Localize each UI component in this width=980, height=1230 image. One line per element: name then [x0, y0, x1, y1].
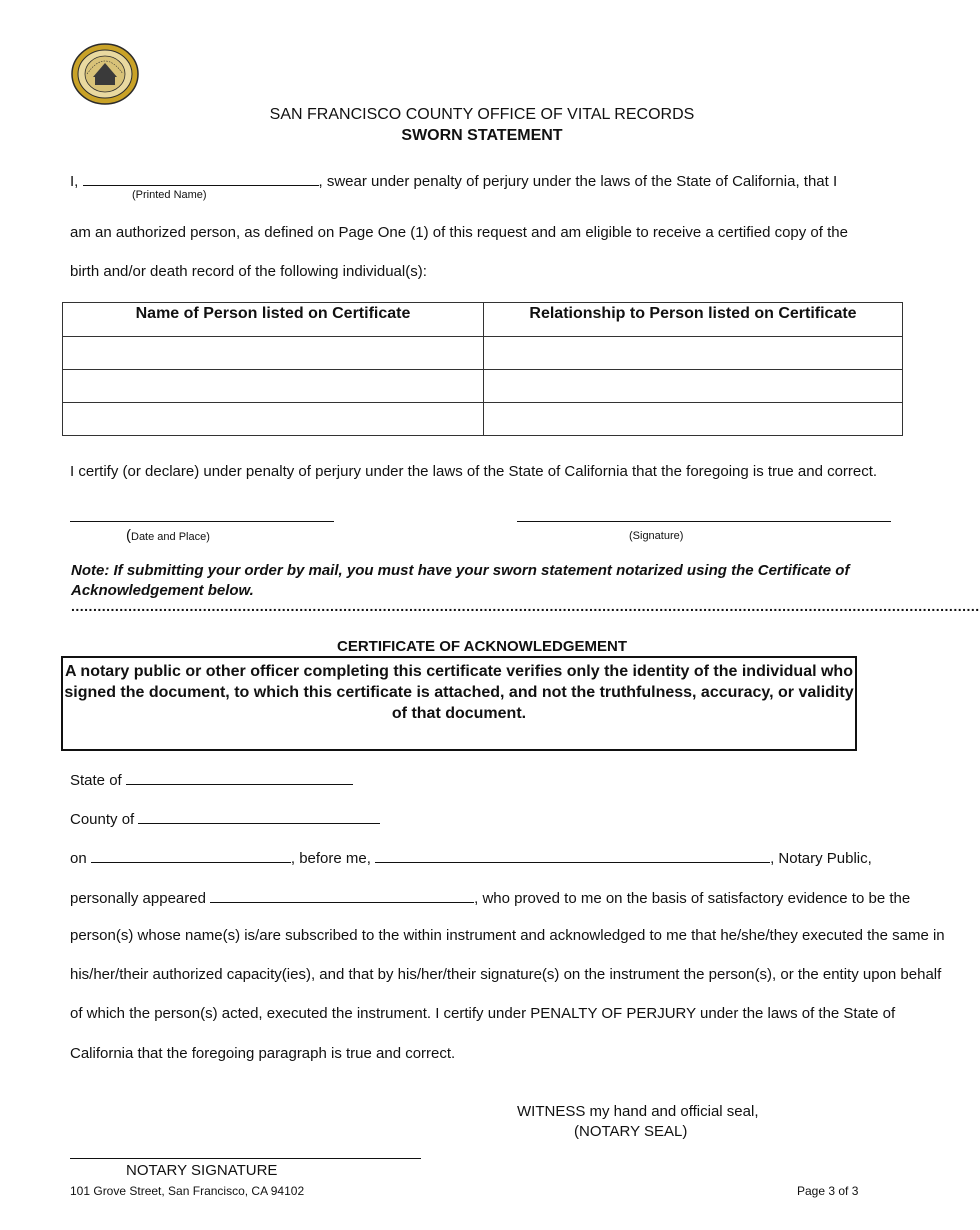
table-row — [63, 403, 903, 436]
witness-text: WITNESS my hand and official seal, — [517, 1103, 759, 1120]
date-place-paren: ( — [126, 527, 131, 544]
notary-signature-field[interactable] — [70, 1158, 421, 1159]
state-label: State of — [70, 772, 122, 789]
relationship-cell[interactable] — [484, 337, 903, 370]
printed-name-label: (Printed Name) — [132, 189, 207, 201]
date-place-field[interactable] — [70, 521, 334, 522]
notary-date-field[interactable] — [91, 848, 291, 863]
ack-paragraph-line-4: California that the foregoing paragraph is true and correct. — [70, 1045, 456, 1062]
notary-name-field[interactable] — [375, 848, 770, 863]
appeared-name-field[interactable] — [210, 888, 474, 903]
county-seal-logo — [71, 43, 139, 105]
mail-note: Note: If submitting your order by mail, you must have your sworn statement notarized using the Certificate of Acknowledgement below. — [71, 562, 850, 599]
certificate-persons-table — [62, 302, 903, 436]
county-line — [70, 809, 380, 828]
footer-address: 101 Grove Street, San Francisco, CA 94102 — [70, 1184, 305, 1198]
county-label: County of — [70, 811, 135, 828]
date-place-label — [126, 527, 210, 545]
state-field[interactable] — [126, 770, 353, 785]
name-cell[interactable] — [63, 370, 484, 403]
on-label: on — [70, 850, 87, 867]
certify-statement: I certify (or declare) under penalty of perjury under the laws of the State of California that the foregoing is true and correct. — [70, 463, 878, 480]
notary-date-line — [70, 848, 872, 867]
office-title: SAN FRANCISCO COUNTY OFFICE OF VITAL RECORDS — [269, 106, 695, 123]
table-header-name: Name of Person listed on Certificate — [63, 303, 484, 337]
notary-public-label: , Notary Public, — [770, 850, 872, 867]
table-header-relationship: Relationship to Person listed on Certificate — [484, 303, 903, 337]
name-cell[interactable] — [63, 403, 484, 436]
acknowledgement-notice-box — [61, 656, 857, 751]
swear-text: , swear under penalty of perjury under the laws of the State of California, that I — [318, 173, 838, 190]
acknowledgement-title: CERTIFICATE OF ACKNOWLEDGEMENT — [337, 638, 627, 655]
relationship-cell[interactable] — [484, 370, 903, 403]
dotted-divider: ............................................................................................................................................................................................................... — [71, 598, 980, 614]
table-row — [63, 370, 903, 403]
statement-line-3: birth and/or death record of the following individual(s): — [70, 263, 427, 280]
before-me-label: , before me, — [290, 850, 371, 867]
i-prefix: I, — [70, 173, 79, 190]
date-place-text: Date and Place) — [131, 531, 210, 543]
notary-signature-label: NOTARY SIGNATURE — [126, 1162, 278, 1179]
page-title: SWORN STATEMENT — [401, 127, 563, 144]
table-row — [63, 337, 903, 370]
relationship-cell[interactable] — [484, 403, 903, 436]
name-cell[interactable] — [63, 337, 484, 370]
ack-paragraph-line-2: his/her/their authorized capacity(ies), and that by his/her/their signature(s) on the instrument the person(s), or the entity upon behalf — [70, 966, 942, 983]
notary-seal-label: (NOTARY SEAL) — [574, 1123, 688, 1140]
statement-line-1 — [70, 171, 837, 190]
appeared-line — [70, 888, 910, 907]
ack-paragraph-line-1: person(s) whose name(s) is/are subscribed to the within instrument and acknowledged to me that he/she/they executed the same in — [70, 927, 945, 944]
printed-name-field[interactable] — [83, 171, 319, 186]
statement-line-2: am an authorized person, as defined on Page One (1) of this request and am eligible to receive a certified copy of the — [70, 224, 848, 241]
state-line — [70, 770, 353, 789]
signature-label: (Signature) — [629, 530, 684, 542]
ack-paragraph-line-3: of which the person(s) acted, executed the instrument. I certify under PENALTY OF PERJURY under the laws of the State of — [70, 1005, 896, 1022]
signature-field[interactable] — [517, 521, 891, 522]
appeared-rest: , who proved to me on the basis of satisfactory evidence to be the — [474, 890, 911, 907]
county-field[interactable] — [138, 809, 380, 824]
acknowledgement-notice-text: A notary public or other officer completing this certificate verifies only the identity of the individual who signed the document, to which this certificate is attached, and not the truthfulness, accuracy, or validity of that document. — [64, 663, 854, 722]
appeared-label: personally appeared — [70, 890, 206, 907]
page-number: Page 3 of 3 — [797, 1184, 859, 1198]
